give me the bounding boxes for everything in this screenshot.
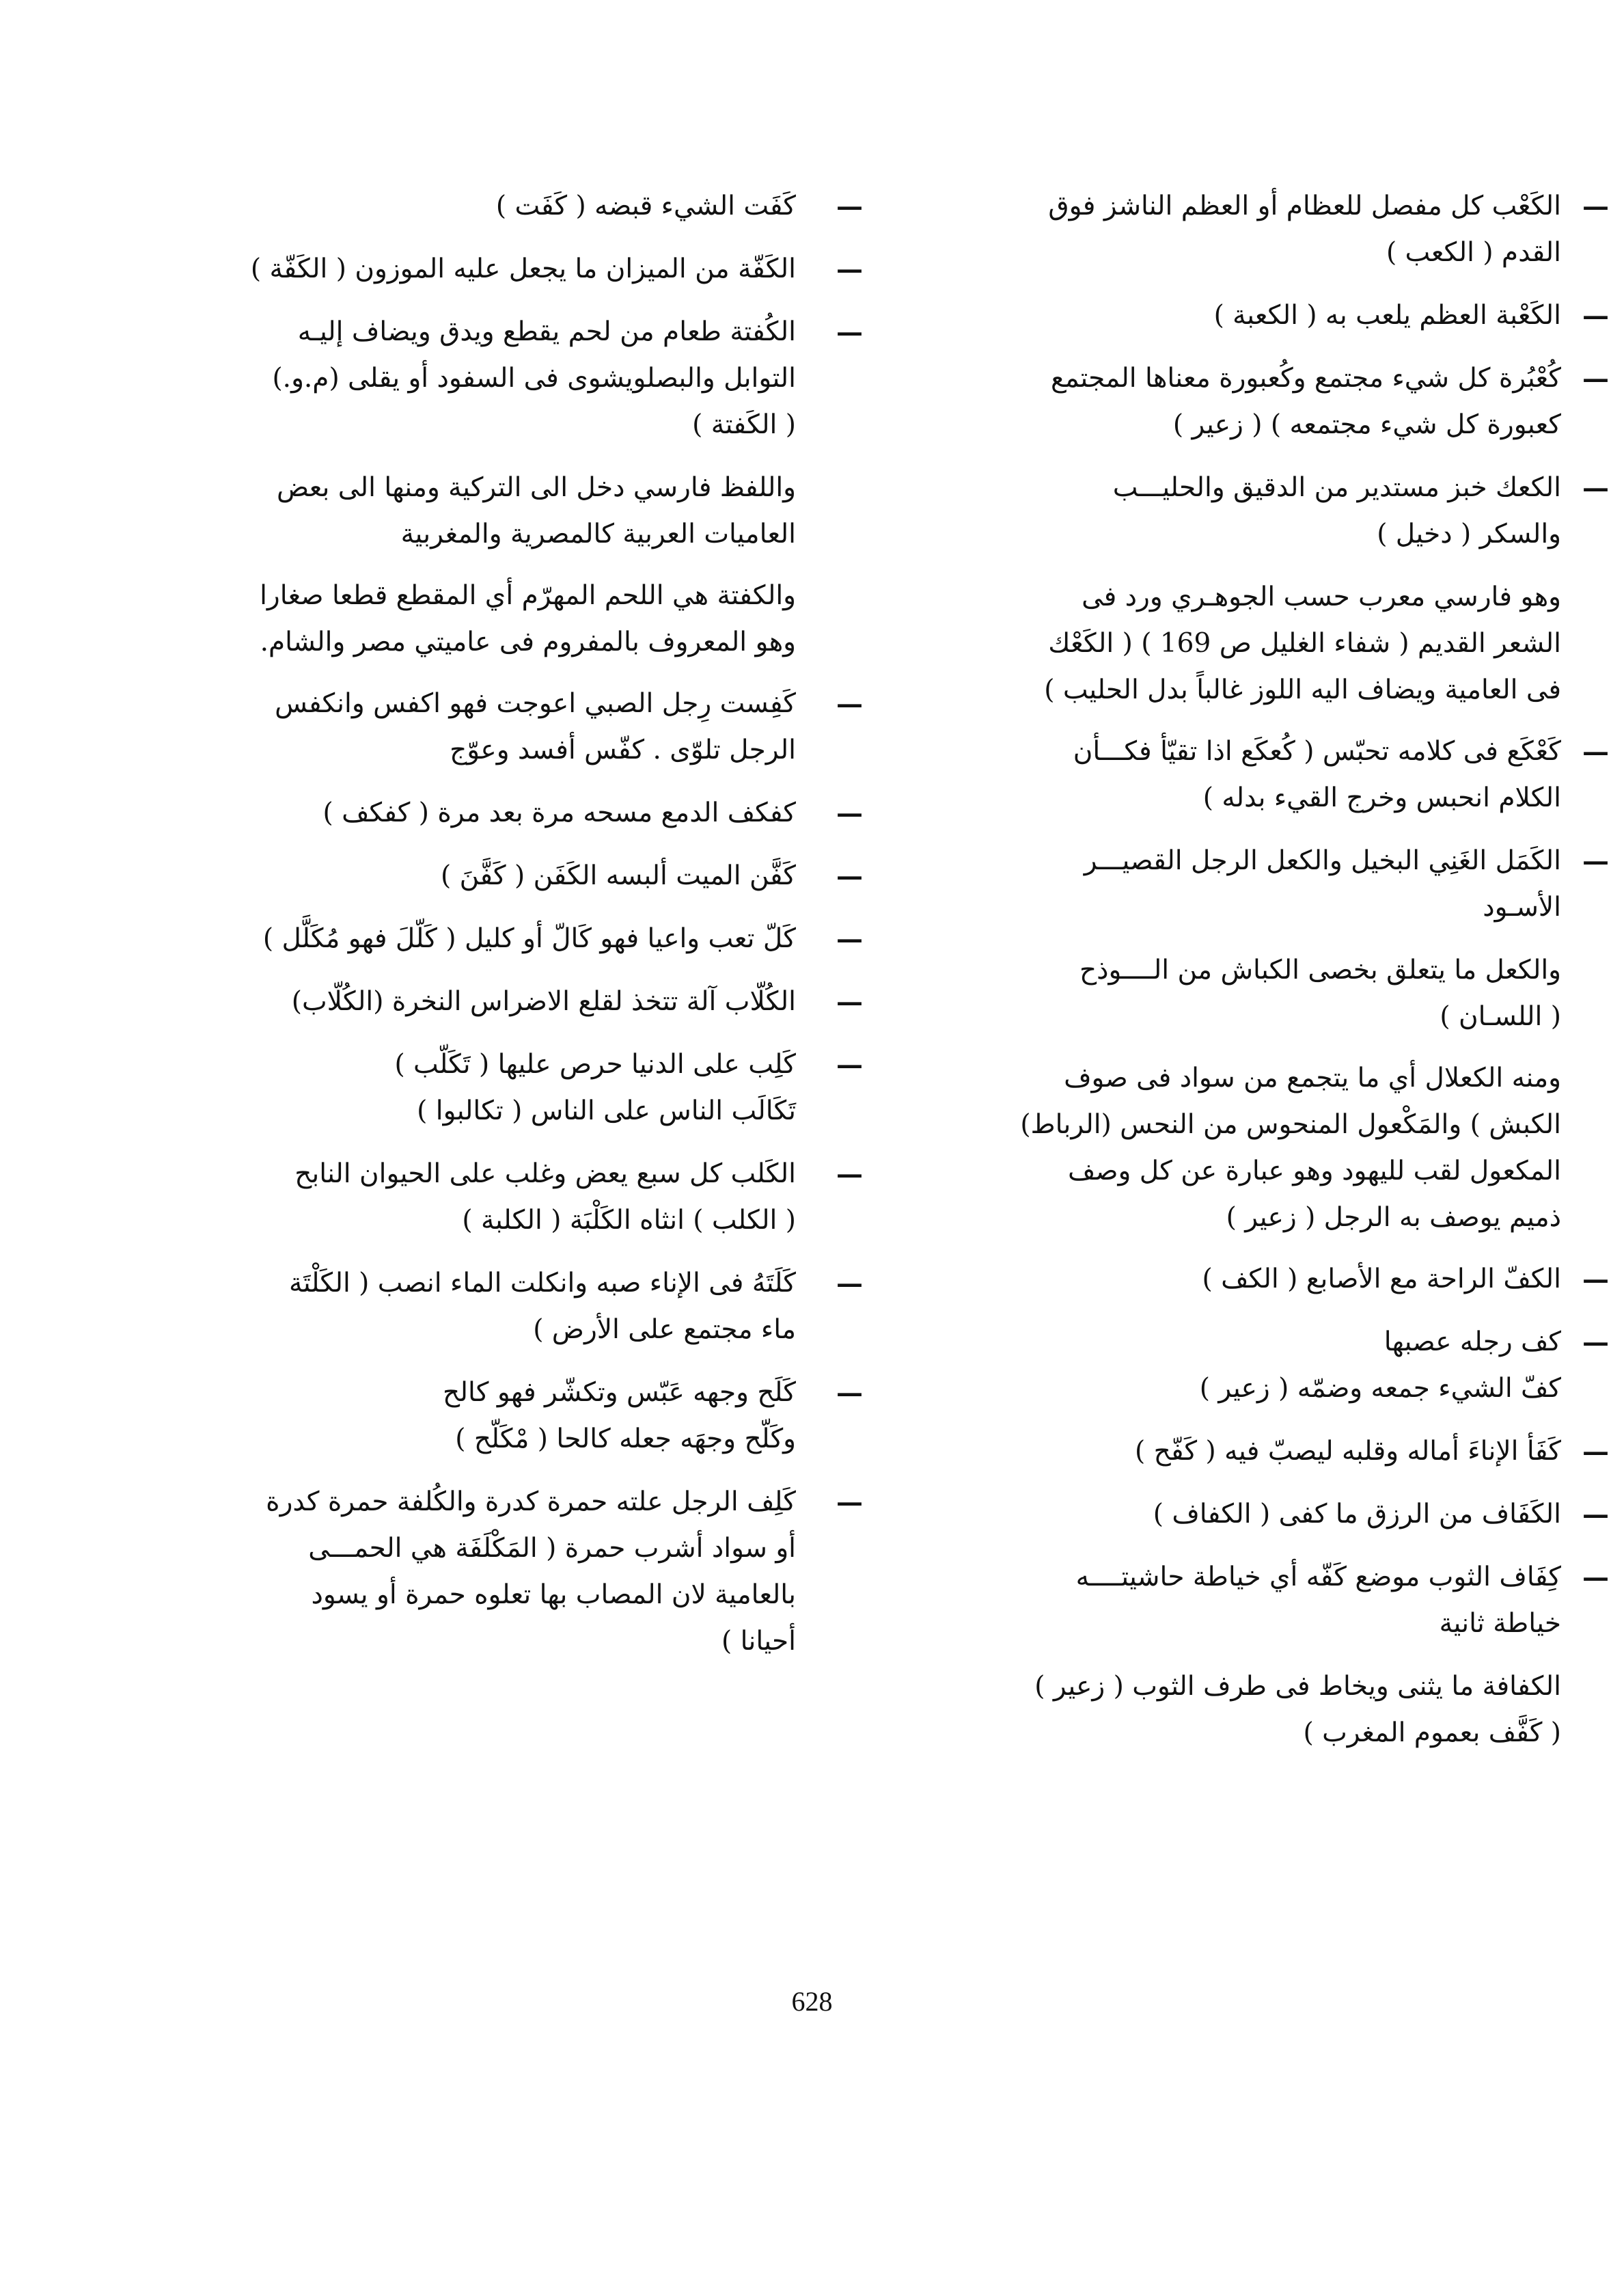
text-line: الكَفّة من الميزان ما يجعل عليه الموزون ( الكَفّة ) bbox=[250, 254, 796, 284]
text-line: ( اللسـان ) bbox=[1440, 1001, 1561, 1032]
text-line: كفكف الدمع مسحه مرة بعد مرة ( كفكف ) bbox=[322, 798, 796, 828]
text-line: الكَعْب كل مفصل للعظام أو العظم الناشز فوق bbox=[1048, 191, 1561, 221]
text-line: كَفَأ الإناءَ أماله وقلبه ليصبّ فيه ( كَفّح ) bbox=[1135, 1436, 1561, 1467]
dictionary-entry bbox=[72, 309, 863, 448]
text-line: ( الكَفتة ) bbox=[692, 409, 796, 440]
entry-dash: — bbox=[836, 1158, 863, 1190]
dictionary-entry bbox=[72, 916, 863, 962]
entry-dash: — bbox=[1582, 736, 1609, 767]
entry-dash: — bbox=[836, 254, 863, 285]
dictionary-entry bbox=[837, 183, 1609, 276]
text-line: القدم ( الكعب ) bbox=[1386, 237, 1561, 268]
text-line: ومنه الكعلال أي ما يتجمع من سواد فى صوف bbox=[1064, 1063, 1561, 1093]
dictionary-entry bbox=[72, 1260, 863, 1353]
dictionary-entry bbox=[837, 1554, 1609, 1647]
text-line: كَفَت الشيء قبضه ( كَفَت ) bbox=[495, 191, 796, 221]
text-line: أحيانا ) bbox=[721, 1626, 796, 1657]
text-line: واللفظ فارسي دخل الى التركية ومنها الى بعض bbox=[276, 472, 796, 503]
text-line: الأسـود bbox=[1483, 892, 1561, 923]
dictionary-entry bbox=[72, 1151, 863, 1244]
text-line: كَعْكَع فى كلامه تحبّس ( كُعكَع اذا تقيّأ فكـــأن bbox=[1073, 736, 1561, 767]
entry-dash: — bbox=[1582, 845, 1609, 877]
text-line: كُعْبُرة كل شيء مجتمع وكُعبورة معناها المجتمع bbox=[1051, 363, 1561, 394]
entry-paragraph bbox=[837, 1663, 1561, 1756]
text-line: كِفَاف الثوب موضع كَفّه أي خياطة حاشيتــــه bbox=[1075, 1562, 1561, 1592]
text-line: الكَعْبة العظم يلعب به ( الكعبة ) bbox=[1213, 300, 1561, 331]
text-line: الكفافة ما يثنى ويخاط فى طرف الثوب ( زعير ) bbox=[1034, 1671, 1561, 1702]
text-line: كَلِف الرجل علته حمرة كدرة والكُلفة حمرة كدرة bbox=[266, 1486, 796, 1517]
text-line: الكفّ الراحة مع الأصابع ( الكف ) bbox=[1202, 1264, 1561, 1294]
text-line: والسكر ( دخيل ) bbox=[1377, 519, 1561, 549]
text-line: ( كَفَّف بعموم المغرب ) bbox=[1303, 1717, 1561, 1748]
entry-paragraph bbox=[837, 1055, 1561, 1241]
dictionary-entry bbox=[72, 183, 863, 230]
text-line: الكُفتة طعام من لحم يقطع ويدق ويضاف إليـه bbox=[297, 316, 796, 347]
entry-dash: — bbox=[1582, 472, 1609, 504]
dictionary-entry bbox=[72, 1479, 863, 1665]
text-line: خياطة ثانية bbox=[1439, 1608, 1561, 1639]
entry-dash: — bbox=[1582, 1436, 1609, 1467]
text-line: والكعل ما يتعلق بخصى الكباش من الــــوذح bbox=[1079, 955, 1561, 985]
dictionary-entry bbox=[72, 1042, 863, 1134]
dictionary-entry bbox=[837, 1428, 1609, 1475]
text-line: فى العامية ويضاف اليه اللوز غالباً بدل الحليب ) bbox=[1044, 675, 1561, 705]
text-line: وكَلّح وجهَه جعله كالحا ( مْكَلّح ) bbox=[455, 1424, 796, 1454]
dictionary-entry bbox=[837, 355, 1609, 448]
text-line: بالعامية لان المصاب بها تعلوه حمرة أو يسود bbox=[311, 1579, 796, 1610]
text-line: كفّ الشيء جمعه وضمّه ( زعير ) bbox=[1199, 1373, 1561, 1404]
text-line: كف رجله عصبها bbox=[1384, 1327, 1561, 1357]
text-line: كَفَّن الميت ألبسه الكَفَن ( كَفَّنَ ) bbox=[441, 860, 796, 891]
entry-dash: — bbox=[836, 688, 863, 720]
left-column bbox=[72, 183, 863, 1681]
dictionary-entry bbox=[837, 465, 1609, 558]
text-line: العاميات العربية كالمصرية والمغربية bbox=[400, 519, 796, 549]
text-line: كَلَتَهُ فى الإناء صبه وانكلت الماء انصب ( الكَلْتَة bbox=[288, 1268, 796, 1299]
entry-dash: — bbox=[1582, 363, 1609, 394]
text-line: الشعر القديم ( شفاء الغليل ص 169 ) ( الكَعْك bbox=[1048, 628, 1561, 659]
text-line: كَلِب على الدنيا حرص عليها ( تَكَلّب ) bbox=[394, 1049, 796, 1080]
text-line: الكَمَل الغَنِي البخيل والكعل الرجل القصيـــر bbox=[1084, 845, 1561, 876]
text-line: الكَلب كل سبع يعض وغلب على الحيوان النابح bbox=[294, 1158, 796, 1189]
entry-dash: — bbox=[1582, 300, 1609, 331]
text-line: والكفتة هي اللحم المهرّم أي المقطع قطعا صغارا bbox=[260, 580, 796, 611]
entry-paragraph bbox=[837, 947, 1561, 1040]
entry-paragraph bbox=[72, 573, 796, 666]
entry-dash: — bbox=[836, 1268, 863, 1299]
entry-dash: — bbox=[1582, 1562, 1609, 1593]
entry-dash: — bbox=[836, 798, 863, 829]
text-line: كَلّ تعب واعيا فهو كَالّ أو كليل ( كَلّلَ فهو مُكَلَّل ) bbox=[262, 923, 796, 954]
dictionary-entry bbox=[837, 838, 1609, 931]
text-line: ماء مجتمع على الأرض ) bbox=[533, 1314, 796, 1345]
entry-dash: — bbox=[836, 316, 863, 348]
dictionary-entry bbox=[837, 293, 1609, 339]
entry-dash: — bbox=[836, 986, 863, 1018]
entry-paragraph bbox=[837, 574, 1561, 713]
entry-dash: — bbox=[836, 860, 863, 892]
entry-dash: — bbox=[1582, 1327, 1609, 1358]
text-line: وهو المعروف بالمفروم فى عاميتي مصر والشام. bbox=[260, 627, 796, 657]
text-line: الكَفَاف من الرزق ما كفى ( الكفاف ) bbox=[1153, 1499, 1561, 1530]
text-line: وهو فارسي معرب حسب الجوهـري ورد فى bbox=[1082, 582, 1561, 612]
entry-dash: — bbox=[836, 1486, 863, 1518]
right-column bbox=[837, 183, 1609, 1771]
text-line: الكبش ) والمَكْعول المنحوس من النحس (الرباط) bbox=[1020, 1109, 1561, 1140]
entry-dash: — bbox=[836, 1049, 863, 1080]
text-line: كَفِست رِجل الصبي اعوجت فهو اكفس وانكفس bbox=[275, 688, 796, 719]
text-line: الكعك خبز مستدير من الدقيق والحليـــب bbox=[1112, 472, 1561, 503]
text-line: كعبورة كل شيء مجتمعه ) ( زعير ) bbox=[1172, 409, 1561, 440]
text-line: ذميم يوصف به الرجل ( زعير ) bbox=[1226, 1202, 1561, 1233]
text-line: المكعول لقب لليهود وهو عبارة عن كل وصف bbox=[1068, 1156, 1561, 1186]
text-line: ( الكلب ) انثاه الكَلْبَة ( الكلبة ) bbox=[462, 1205, 796, 1236]
text-line: التوابل والبصلويشوى فى السفود أو يقلى (م.و.) bbox=[272, 363, 796, 394]
page-number: 628 bbox=[791, 1986, 833, 2017]
dictionary-entry bbox=[837, 1256, 1609, 1303]
dictionary-entry bbox=[837, 729, 1609, 821]
entry-paragraph bbox=[72, 465, 796, 558]
dictionary-entry bbox=[837, 1491, 1609, 1538]
dictionary-entry bbox=[72, 246, 863, 293]
text-line: كَلَح وجهه عَبّس وتكشّر فهو كالح bbox=[442, 1377, 796, 1408]
dictionary-entry bbox=[72, 790, 863, 837]
entry-dash: — bbox=[1582, 1499, 1609, 1530]
dictionary-entry bbox=[837, 1319, 1609, 1412]
text-line: أو سواد أشرب حمرة ( المَكْلَفَة هي الحمـــى bbox=[308, 1533, 796, 1564]
dictionary-entry bbox=[72, 1370, 863, 1463]
entry-dash: — bbox=[1582, 191, 1609, 222]
text-line: الرجل تلوّى . كفّس أفسد وعوّج bbox=[450, 735, 796, 765]
entry-dash: — bbox=[836, 1377, 863, 1409]
dictionary-entry bbox=[72, 853, 863, 899]
dictionary-entry bbox=[72, 979, 863, 1025]
text-line: الكلام انحبس وخرج القيء بدله ) bbox=[1202, 783, 1561, 813]
entry-dash: — bbox=[1582, 1264, 1609, 1295]
text-line: تَكَالَب الناس على الناس ( تكالبوا ) bbox=[417, 1096, 796, 1126]
text-line: الكُلّاب آلة تتخذ لقلع الاضراس النخرة (الكُلّاب) bbox=[291, 986, 796, 1017]
dictionary-entry bbox=[72, 681, 863, 774]
entry-dash: — bbox=[836, 923, 863, 955]
entry-dash: — bbox=[836, 191, 863, 222]
